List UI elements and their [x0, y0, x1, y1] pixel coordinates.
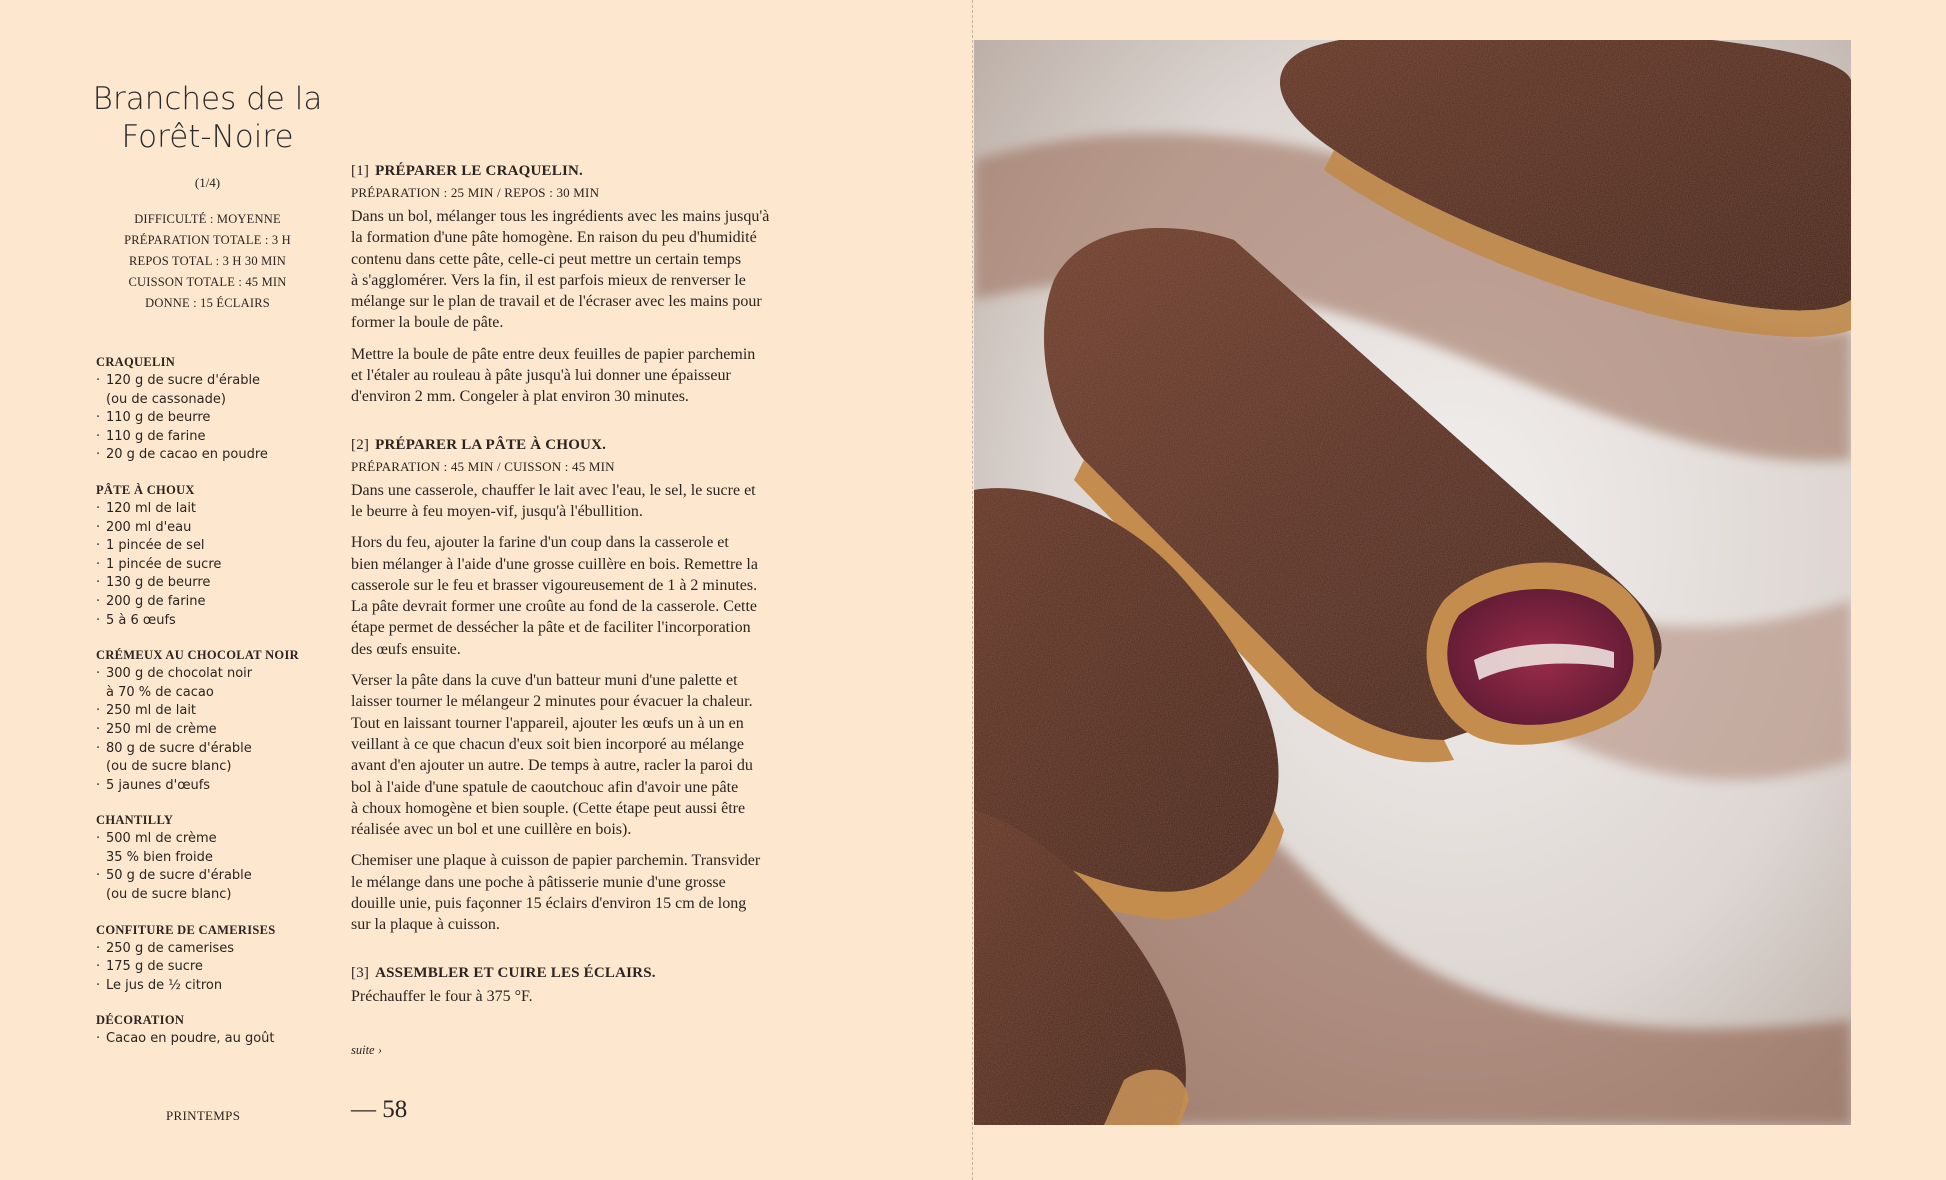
ingredient-group-heading: PÂTE À CHOUX	[96, 482, 195, 497]
bullet-icon: ·	[96, 666, 101, 682]
ingredient-text: 300 g de chocolat noir	[106, 666, 253, 682]
ingredient-text: 1 pincée de sel	[106, 538, 205, 554]
ingredient-group-heading: CRÉMEUX AU CHOCOLAT NOIR	[96, 648, 299, 663]
paragraph-line: bien mélanger à l'aide d'une grosse cuillère en bois. Remettre la	[351, 555, 758, 573]
ingredient-text: (ou de cassonade)	[106, 391, 226, 407]
ingredient-text: 5 jaunes d'œufs	[106, 777, 211, 793]
ingredient-item	[96, 958, 336, 977]
step-paragraph	[351, 532, 831, 660]
ingredient-text: 200 g de farine	[106, 593, 206, 609]
bullet-icon: ·	[96, 500, 101, 516]
ingredient-group	[96, 646, 336, 795]
step-title: ASSEMBLER ET CUIRE LES ÉCLAIRS.	[375, 964, 656, 981]
step-paragraph	[351, 344, 831, 408]
meta-total-rest: REPOS TOTAL : 3 H 30 MIN	[128, 254, 287, 268]
bullet-icon: ·	[96, 447, 101, 463]
ingredient-text: 250 g de camerises	[106, 940, 234, 956]
bullet-icon: ·	[96, 959, 101, 975]
ingredient-text: (ou de sucre blanc)	[106, 887, 232, 903]
ingredient-text: 120 g de sucre d'érable	[106, 373, 261, 388]
paragraph-line: Dans un bol, mélanger tous les ingrédients avec les mains jusqu'à	[351, 208, 770, 225]
ingredient-text: 35 % bien froide	[106, 849, 213, 865]
step-number: [1]	[351, 163, 370, 179]
paragraph-line: Hors du feu, ajouter la farine d'un coup dans la casserole et	[351, 534, 729, 552]
step-heading	[351, 434, 831, 456]
paragraph-line: laisser tourner le mélangeur 2 minutes pour évacuer la chaleur.	[351, 693, 753, 711]
ingredient-item	[96, 740, 336, 777]
ingredient-item	[96, 574, 336, 593]
ingredient-item	[96, 500, 336, 519]
step-title: PRÉPARER LE CRAQUELIN.	[375, 163, 583, 179]
bullet-icon: ·	[96, 940, 101, 956]
bullet-icon: ·	[96, 410, 101, 426]
ingredient-text: à 70 % de cacao	[106, 684, 214, 700]
meta-total-cook: CUISSON TOTALE : 45 MIN	[128, 275, 287, 289]
ingredient-text: 110 g de farine	[106, 428, 206, 444]
instructions	[351, 160, 831, 1033]
paragraph-line: Mettre la boule de pâte entre deux feuilles de papier parchemin	[351, 345, 756, 363]
recipe-title-line-1: Branches de la	[92, 81, 323, 117]
meta-difficulty: DIFFICULTÉ : MOYENNE	[134, 212, 281, 226]
ingredient-text: 500 ml de crème	[106, 831, 217, 847]
ingredient-item	[96, 519, 336, 538]
ingredient-text: 250 ml de lait	[106, 703, 197, 719]
meta-total-prep: PRÉPARATION TOTALE : 3 H	[124, 233, 291, 247]
paragraph-line: former la boule de pâte.	[351, 314, 504, 332]
ingredient-text: 130 g de beurre	[106, 575, 211, 591]
recipe-title	[80, 80, 335, 156]
instruction-step	[351, 434, 831, 936]
ingredient-item	[96, 428, 336, 447]
bullet-icon: ·	[96, 575, 101, 591]
paragraph-line: Préchauffer le four à 375 °F.	[351, 987, 533, 1005]
step-paragraph	[351, 670, 831, 840]
paragraph-line: Chemiser une plaque à cuisson de papier parchemin. Transvider	[351, 852, 761, 870]
paragraph-line: à choux homogène et bien souple. (Cette étape peut aussi être	[351, 799, 746, 817]
paragraph-line: le beurre à feu moyen-vif, jusqu'à l'ébullition.	[351, 502, 643, 520]
ingredient-text: 5 à 6 œufs	[106, 612, 176, 628]
bullet-icon: ·	[96, 721, 101, 737]
step-paragraph	[351, 986, 831, 1007]
ingredient-item	[96, 612, 336, 631]
ingredient-item	[96, 665, 336, 702]
ingredient-group	[96, 811, 336, 904]
ingredient-text: (ou de sucre blanc)	[106, 759, 232, 775]
ingredient-text: 80 g de sucre d'érable	[106, 740, 252, 756]
bullet-icon: ·	[96, 868, 101, 884]
bullet-icon: ·	[96, 519, 101, 535]
ingredient-item	[96, 593, 336, 612]
step-number: [3]	[351, 964, 370, 981]
ingredient-text: 120 ml de lait	[106, 500, 197, 516]
paragraph-line: étape permet de dessécher la pâte et de faciliter l'incorporation	[351, 619, 751, 637]
step-paragraph	[351, 850, 831, 935]
paragraph-line: à s'agglomérer. Vers la fin, il est parfois mieux de renverser le	[351, 271, 746, 289]
paragraph-line: La pâte devrait former une croûte au fond de la casserole. Cette	[351, 598, 758, 616]
page-number: — 58	[351, 1096, 408, 1123]
paragraph-line: le mélange dans une poche à pâtisserie munie d'une grosse	[351, 873, 726, 891]
ingredient-item	[96, 830, 336, 867]
ingredient-text: 175 g de sucre	[106, 959, 203, 975]
bullet-icon: ·	[96, 428, 101, 444]
step-heading	[351, 962, 831, 984]
step-timing: PRÉPARATION : 45 MIN / CUISSON : 45 MIN	[351, 458, 615, 474]
page-spine	[972, 0, 973, 1180]
ingredient-item	[96, 777, 336, 796]
ingredient-group	[96, 353, 336, 465]
bullet-icon: ·	[96, 538, 101, 554]
paragraph-line: réalisée avec un bol et une cuillère en bois).	[351, 821, 632, 839]
paragraph-line: bol à l'aide d'une spatule de caoutchouc afin d'avoir une pâte	[351, 778, 739, 796]
ingredient-item	[96, 372, 336, 409]
paragraph-line: Verser la pâte dans la cuve d'un batteur muni d'une palette et	[351, 672, 738, 690]
ingredients-list	[96, 353, 336, 1065]
paragraph-line: Tout en laissant tourner l'appareil, ajouter les œufs un à un en	[351, 714, 744, 732]
meta-yield: DONNE : 15 ÉCLAIRS	[145, 296, 270, 310]
step-heading	[351, 160, 831, 182]
ingredient-item	[96, 556, 336, 575]
paragraph-line: avant d'en ajouter un autre. De temps à autre, racler la paroi du	[351, 757, 753, 775]
recipe-part: (1/4)	[194, 175, 221, 190]
ingredient-item	[96, 446, 336, 465]
paragraph-line: douille unie, puis façonner 15 éclairs d'environ 15 cm de long	[351, 895, 747, 913]
paragraph-line: veillant à ce que chacun d'eux soit bien incorporé au mélange	[351, 735, 744, 753]
ingredient-text: 250 ml de crème	[106, 721, 217, 737]
bullet-icon: ·	[96, 593, 101, 609]
paragraph-line: des œufs ensuite.	[351, 640, 461, 658]
paragraph-line: mélange sur le plan de travail et de l'écraser avec les mains pour	[351, 293, 762, 311]
step-timing: PRÉPARATION : 25 MIN / REPOS : 30 MIN	[351, 185, 600, 200]
paragraph-line: sur la plaque à cuisson.	[351, 916, 500, 934]
step-paragraph	[351, 206, 831, 334]
paragraph-line: casserole sur le feu et brasser vigoureusement de 1 à 2 minutes.	[351, 576, 758, 594]
continued-link[interactable]: suite ›	[351, 1043, 382, 1057]
bullet-icon: ·	[96, 373, 101, 388]
recipe-meta	[80, 175, 335, 314]
bullet-icon: ·	[96, 703, 101, 719]
ingredient-item	[96, 940, 336, 959]
bullet-icon: ·	[96, 556, 101, 572]
ingredient-group	[96, 1011, 336, 1049]
step-title: PRÉPARER LA PÂTE À CHOUX.	[375, 436, 607, 453]
bullet-icon: ·	[96, 831, 101, 847]
paragraph-line: la formation d'une pâte homogène. En raison du peu d'humidité	[351, 229, 757, 247]
bullet-icon: ·	[96, 1031, 101, 1047]
ingredient-text: 20 g de cacao en poudre	[106, 447, 268, 463]
ingredient-text: Le jus de ½ citron	[106, 977, 223, 993]
section-name: PRINTEMPS	[166, 1108, 241, 1123]
ingredient-text: 1 pincée de sucre	[106, 556, 222, 572]
ingredient-item	[96, 1030, 336, 1049]
bullet-icon: ·	[96, 740, 101, 756]
eclairs-photo	[974, 40, 1851, 1125]
bullet-icon: ·	[96, 777, 101, 793]
ingredient-text: Cacao en poudre, au goût	[106, 1031, 275, 1047]
ingredient-item	[96, 702, 336, 721]
ingredient-item	[96, 537, 336, 556]
ingredient-text: 200 ml d'eau	[106, 519, 192, 535]
bullet-icon: ·	[96, 612, 101, 628]
paragraph-line: Dans une casserole, chauffer le lait avec l'eau, le sel, le sucre et	[351, 481, 756, 499]
ingredient-item	[96, 409, 336, 428]
ingredient-text: 50 g de sucre d'érable	[106, 868, 252, 884]
ingredient-item	[96, 867, 336, 904]
instruction-step	[351, 160, 831, 408]
ingredient-item	[96, 977, 336, 996]
ingredient-group	[96, 481, 336, 630]
paragraph-line: contenu dans cette pâte, celle-ci peut mettre un certain temps	[351, 250, 742, 268]
ingredient-group-heading: CONFITURE DE CAMERISES	[96, 922, 276, 937]
eclairs-illustration	[974, 40, 1851, 1125]
ingredient-group-heading: CHANTILLY	[96, 813, 174, 828]
instruction-step	[351, 962, 831, 1007]
ingredient-group	[96, 921, 336, 996]
ingredient-text: 110 g de beurre	[106, 410, 211, 426]
ingredient-group-heading: CRAQUELIN	[96, 355, 176, 369]
step-paragraph	[351, 480, 831, 523]
bullet-icon: ·	[96, 977, 101, 993]
step-number: [2]	[351, 436, 370, 453]
ingredient-group-heading: DÉCORATION	[96, 1013, 185, 1028]
paragraph-line: d'environ 2 mm. Congeler à plat environ 30 minutes.	[351, 388, 689, 406]
paragraph-line: et l'étaler au rouleau à pâte jusqu'à lui donner une épaisseur	[351, 367, 731, 385]
ingredient-item	[96, 721, 336, 740]
recipe-title-line-2: Forêt-Noire	[121, 119, 294, 155]
